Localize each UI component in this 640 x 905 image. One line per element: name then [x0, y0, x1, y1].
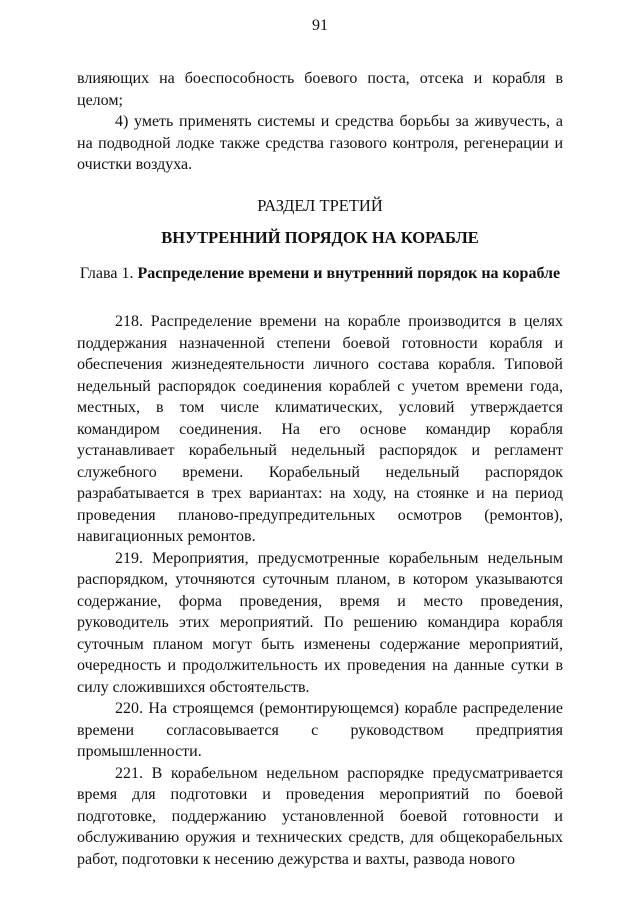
page-body: [77, 68, 563, 870]
list-item-4: 4) уметь применять системы и средства борьбы за живучесть, а на подводной лодке также средства газового контроля, регенерации и очистки воздуха.: [77, 113, 563, 173]
paragraph-219: 219. Мероприятия, предусмотренные корабельным недельным распорядком, уточняются суточным планом, в котором указываются содержание, форма проведения, время и место проведения, руководитель этих мероприятий. По решению командира корабля суточным планом могут быть изменены содержание мероприятий, очередность и продолжительность их проведения на данные сутки в силу сложившихся обстоятельств.: [77, 549, 563, 696]
chapter-title: Распределение времени и внутренний порядок на корабле: [137, 264, 561, 282]
section-title: ВНУТРЕННИЙ ПОРЯДОК НА КОРАБЛЕ: [161, 227, 479, 247]
paragraph-221: 221. В корабельном недельном распорядке предусматривается время для подготовки и проведения мероприятий по боевой подготовке, поддержанию установленной боевой готовности и обслуживанию оружия и технических средств, для общекорабельных работ, подготовки к несению дежурства и вахты, развода нового: [77, 764, 563, 868]
page-number: 91: [312, 17, 328, 34]
chapter-label: Глава 1.: [79, 264, 134, 282]
paragraph-218: 218. Распределение времени на корабле производится в целях поддержания назначенной степени боевой готовности корабля и обеспечения жизнедеятельности личного состава корабля. Типовой недельный распорядок соединения кораблей с учетом времени года, местных, в том числе климатических, условий утверждается командиром соединения. На его основе командир корабля устанавливает корабельный недельный распорядок и регламент служебного времени. Корабельный недельный распорядок разрабатывается в трех вариантах: на ходу, на стоянке и на период проведения планово-предупредительных осмотров (ремонтов), навигационных ремонтов.: [77, 313, 563, 545]
section-label: РАЗДЕЛ ТРЕТИЙ: [257, 195, 383, 215]
continuation-paragraph: влияющих на боеспособность боевого поста, отсека и корабля в целом;: [77, 70, 563, 109]
chapter-heading: [77, 263, 563, 285]
paragraph-220: 220. На строящемся (ремонтирующемся) корабле распределение времени согласовывается с руководством предприятия промышленности.: [77, 700, 563, 760]
